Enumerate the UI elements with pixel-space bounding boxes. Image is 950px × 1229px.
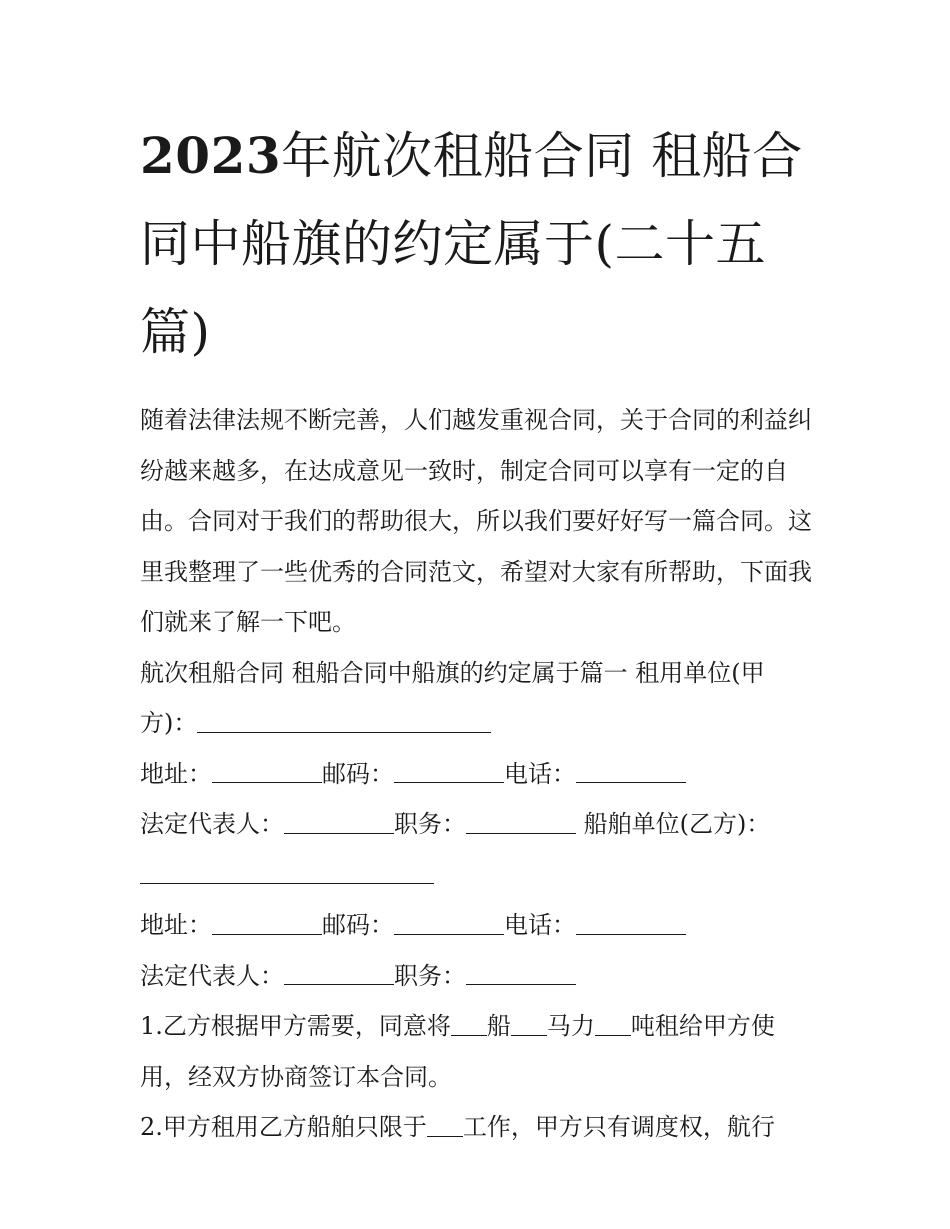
party-b-name-blank[interactable] bbox=[140, 857, 434, 884]
party-b-address-blank[interactable] bbox=[212, 908, 322, 935]
party-a-postcode-label: 邮码： bbox=[322, 759, 394, 788]
party-b-legal-rep-label: 法定代表人： bbox=[140, 961, 284, 990]
clause-1-ship-blank[interactable] bbox=[451, 1009, 487, 1036]
title-year: 2023 bbox=[140, 126, 282, 185]
party-b-phone-label: 电话： bbox=[504, 911, 576, 939]
party-a-contact-line bbox=[140, 749, 820, 800]
party-a-phone-label: 电话： bbox=[504, 759, 576, 788]
party-b-position-label: 职务： bbox=[394, 961, 466, 990]
party-a-postcode-blank[interactable] bbox=[394, 756, 504, 783]
title-line3: 篇) bbox=[140, 303, 211, 361]
clause-1 bbox=[140, 1001, 820, 1102]
party-b-contact-line bbox=[140, 900, 820, 951]
party-b-rep-line bbox=[140, 951, 820, 1002]
intro-paragraph: 随着法律法规不断完善，人们越发重视合同，关于合同的利益纠纷越来越多，在达成意见一致时，制定合同可以享有一定的自由。合同对于我们的帮助很大，所以我们要好好写一篇合同。这里我整理了一些优秀的合同范文，希望对大家有所帮助，下面我们就来了解一下吧。 bbox=[140, 406, 812, 636]
party-a-legal-rep-blank[interactable] bbox=[284, 807, 394, 834]
party-b-label: 船舶单位(乙方)： bbox=[583, 810, 771, 838]
clause-1-text-d: 吨租给甲方使用，经双方协商签订本合同。 bbox=[140, 1012, 775, 1091]
clause-1-tonnage-blank[interactable] bbox=[595, 1009, 631, 1036]
clause-2-work-blank[interactable] bbox=[427, 1110, 463, 1137]
document-title bbox=[140, 112, 820, 376]
title-line1-rest: 年航次租船合同 租船合 bbox=[281, 127, 803, 185]
party-b-legal-rep-blank[interactable] bbox=[284, 958, 394, 985]
section1-heading-text: 航次租船合同 租船合同中船旗的约定属于篇一 租用单位(甲方)： bbox=[140, 658, 765, 737]
party-a-rep-line bbox=[140, 799, 820, 900]
party-b-address-label: 地址： bbox=[140, 911, 212, 939]
party-a-address-blank[interactable] bbox=[212, 756, 322, 783]
party-a-address-label: 地址： bbox=[140, 759, 212, 788]
party-a-position-blank[interactable] bbox=[466, 807, 576, 834]
party-a-position-label: 职务： bbox=[394, 810, 466, 838]
party-b-position-blank[interactable] bbox=[466, 958, 576, 985]
clause-1-text-c: 马力 bbox=[546, 1012, 595, 1040]
clause-1-horsepower-blank[interactable] bbox=[511, 1009, 547, 1036]
party-b-phone-blank[interactable] bbox=[576, 908, 686, 935]
clause-1-text-a: 1.乙方根据甲方需要，同意将 bbox=[140, 1012, 451, 1040]
clause-2-text-b: 工作，甲方只有调度权，航行 bbox=[462, 1113, 775, 1141]
party-a-legal-rep-label: 法定代表人： bbox=[140, 810, 284, 838]
clause-1-text-b: 船 bbox=[486, 1012, 511, 1040]
clause-2 bbox=[140, 1102, 820, 1153]
document-body bbox=[140, 395, 820, 1153]
title-line2: 同中船旗的约定属于(二十五 bbox=[140, 215, 767, 273]
party-a-phone-blank[interactable] bbox=[576, 756, 686, 783]
party-a-name-blank[interactable] bbox=[197, 706, 491, 733]
section1-heading bbox=[140, 648, 820, 749]
clause-2-text-a: 2.甲方租用乙方船舶只限于 bbox=[140, 1113, 427, 1141]
document-page bbox=[140, 112, 820, 1153]
party-b-postcode-label: 邮码： bbox=[322, 911, 394, 939]
party-b-postcode-blank[interactable] bbox=[394, 908, 504, 935]
